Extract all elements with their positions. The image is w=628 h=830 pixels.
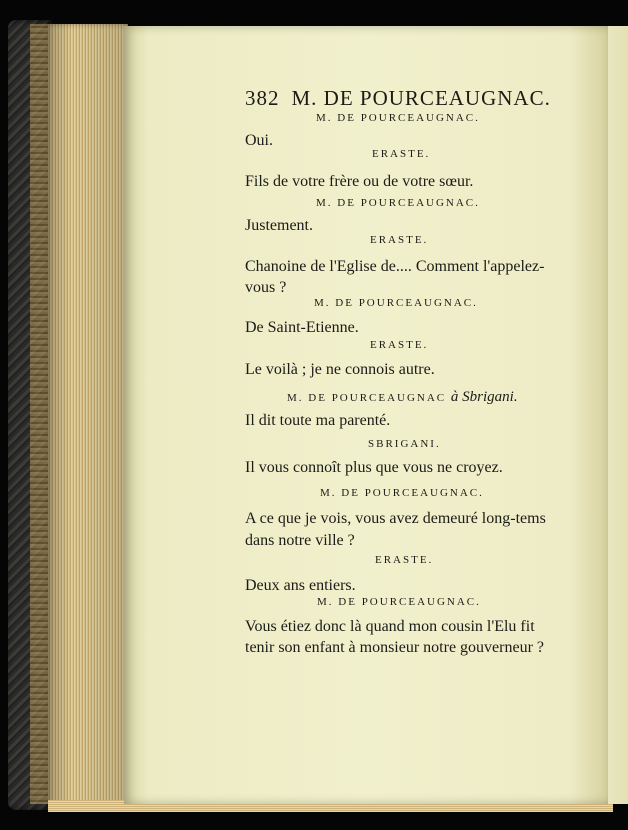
dialogue-line: Deux ans entiers. bbox=[245, 577, 356, 594]
running-head-title: M. DE POURCEAUGNAC. bbox=[291, 86, 551, 110]
speaker-name: ERASTE. bbox=[370, 234, 429, 246]
dialogue-line: vous ? bbox=[245, 279, 287, 296]
book-page bbox=[124, 26, 608, 804]
dialogue-line: Vous étiez donc là quand mon cousin l'Elu fit bbox=[245, 618, 535, 635]
speaker-name: ERASTE. bbox=[372, 148, 431, 160]
speaker-name: ERASTE. bbox=[375, 554, 434, 566]
dialogue-line: tenir son enfant à monsieur notre gouverneur ? bbox=[245, 639, 545, 656]
speaker-name: M. DE POURCEAUGNAC. bbox=[316, 112, 480, 124]
dialogue-line: Le voilà ; je ne connois autre. bbox=[245, 361, 435, 378]
running-head bbox=[245, 86, 551, 111]
speaker-name: ERASTE. bbox=[370, 339, 429, 351]
dialogue-line: Justement. bbox=[245, 217, 313, 234]
dialogue-line: Il vous connoît plus que vous ne croyez. bbox=[245, 459, 503, 476]
speaker-name: M. DE POURCEAUGNAC. bbox=[317, 596, 481, 608]
speaker-name: M. DE POURCEAUGNAC. bbox=[316, 197, 480, 209]
dialogue-line: Fils de votre frère ou de votre sœur. bbox=[245, 173, 474, 190]
dialogue-line: Oui. bbox=[245, 132, 273, 149]
binding-gilt-edge bbox=[30, 24, 48, 804]
dialogue-line: De Saint-Etienne. bbox=[245, 319, 359, 336]
speaker-name: M. DE POURCEAUGNAC bbox=[287, 392, 447, 404]
page-number: 382 bbox=[245, 86, 280, 110]
dialogue-line: dans notre ville ? bbox=[245, 532, 355, 549]
dialogue-line: Il dit toute ma parenté. bbox=[245, 412, 391, 429]
speaker-name: SBRIGANI. bbox=[368, 438, 441, 450]
page-stack-edges bbox=[48, 24, 128, 806]
dialogue-line: Chanoine de l'Eglise de.... Comment l'appelez- bbox=[245, 258, 545, 275]
speaker-with-direction bbox=[287, 389, 518, 406]
dialogue-line: A ce que je vois, vous avez demeuré long-tems bbox=[245, 510, 546, 527]
stage-direction: à Sbrigani. bbox=[450, 389, 518, 405]
speaker-name: M. DE POURCEAUGNAC. bbox=[320, 487, 484, 499]
speaker-name: M. DE POURCEAUGNAC. bbox=[314, 297, 478, 309]
